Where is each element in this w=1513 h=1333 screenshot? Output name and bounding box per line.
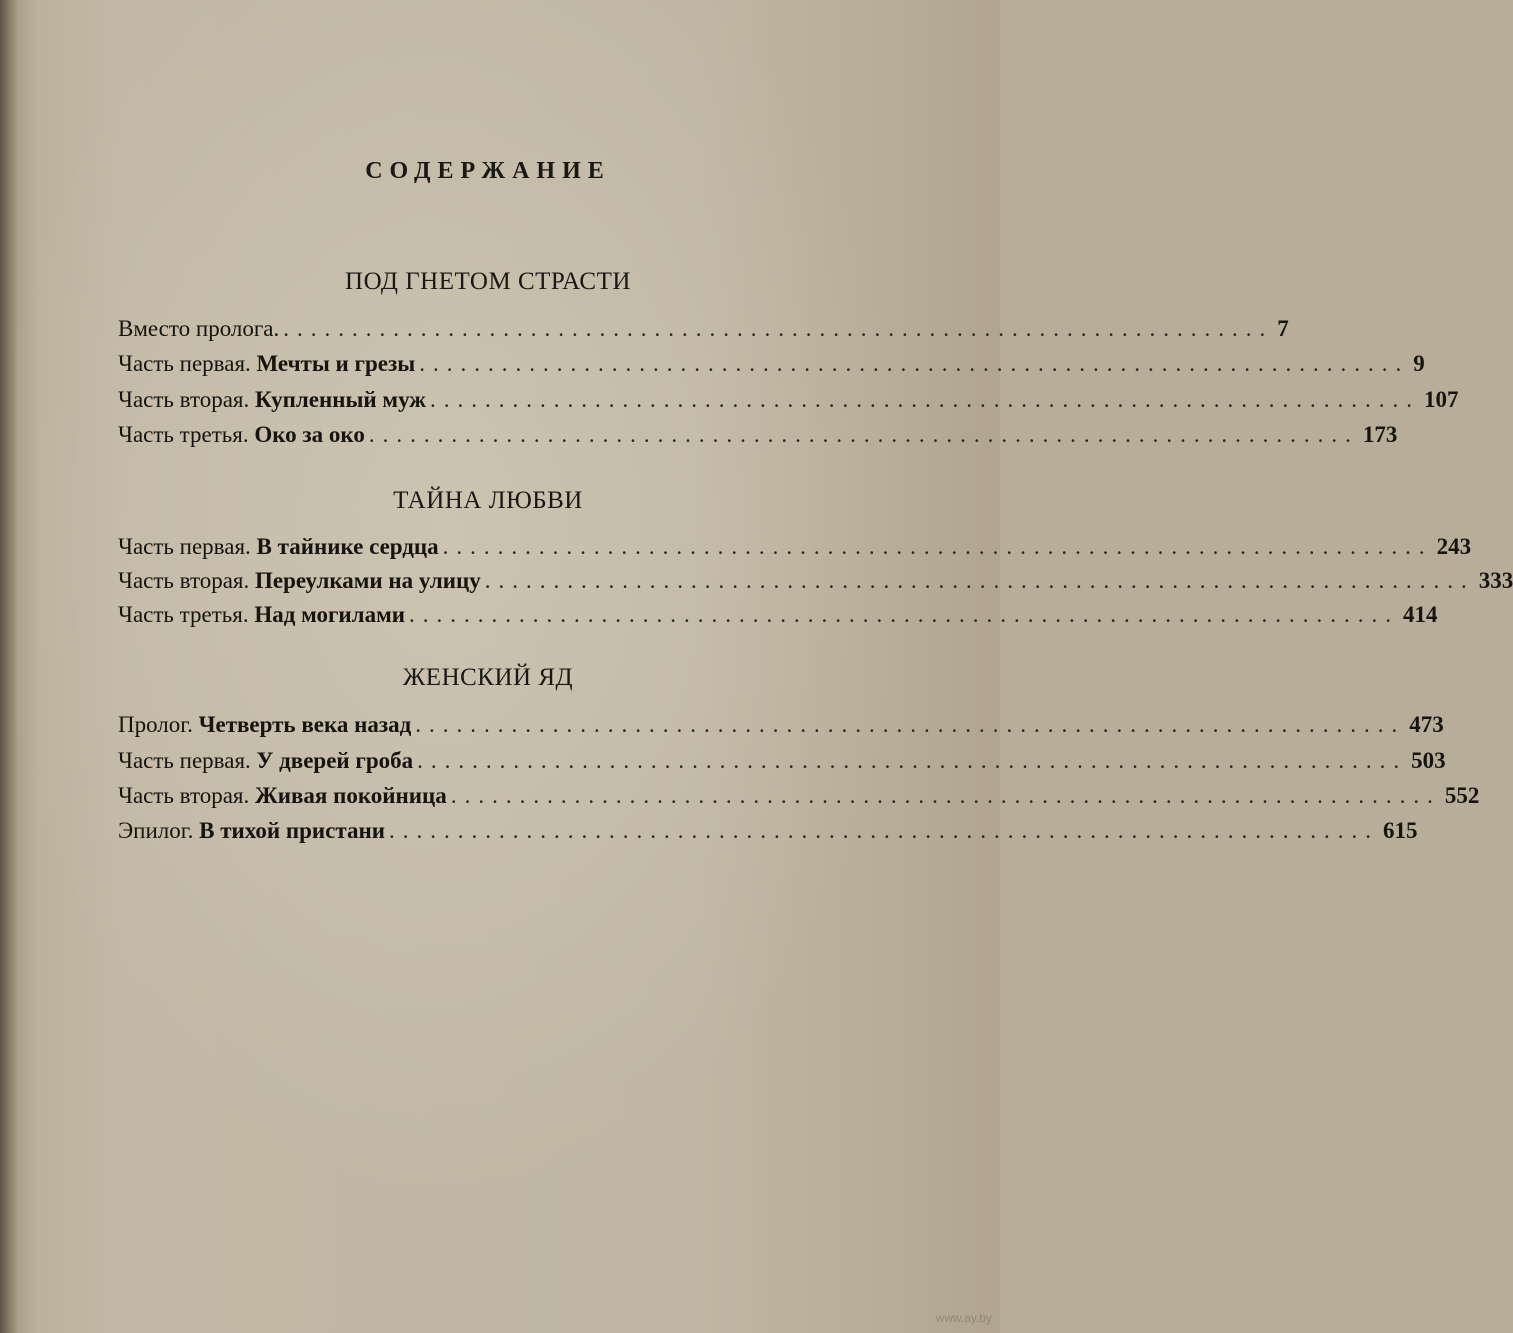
toc-entry-name: В тайнике сердца [256,534,439,559]
section-title-3: ЖЕНСКИЙ ЯД [402,664,574,691]
toc-entry-page: 107 [1423,387,1459,412]
toc-entry-page: 7 [1277,316,1289,341]
page-gutter-shadow [0,0,18,1333]
toc-entry-page: 173 [1362,422,1398,447]
toc-entry-name: Око за око [254,422,365,447]
toc-entry-prefix: Часть первая. [118,534,251,559]
toc-entry-prefix: Часть вторая. [118,783,250,808]
page-title: СОДЕРЖАНИЕ [365,158,611,184]
toc-entry-page: 414 [1403,602,1438,627]
dot-leader: ........................................................................ [388,818,1379,843]
toc-entry-name: Мечты и грезы [256,351,416,376]
toc-entry-name: У дверей гроба [256,748,414,773]
toc-entry-prefix: Часть третья. [118,422,249,447]
toc-entry [118,316,1289,348]
toc-entry-prefix: Часть третья. [118,602,249,627]
toc-entry-page: 333 [1478,568,1513,593]
section-title-1: ПОД ГНЕТОМ СТРАСТИ [345,268,631,295]
dot-leader: ........................................................................ [484,568,1475,593]
toc-entry-prefix: Часть вторая. [118,387,250,412]
toc-entry-name: Над могилами [254,602,405,627]
dot-leader: ........................................................................ [415,712,1406,737]
site-watermark: www.ay.by [935,1311,992,1325]
toc-entry [118,602,1438,634]
toc-entry-page: 473 [1409,712,1444,737]
section-title-2: ТАЙНА ЛЮБВИ [393,487,583,514]
dot-leader: ........................................................................ [409,602,1399,627]
dot-leader: ........................................................................ [429,387,1420,412]
toc-entry-name: Четверть века назад [198,712,412,737]
toc-entry-prefix: Часть первая. [118,748,251,773]
toc-entry [118,818,1418,850]
toc-entry [118,351,1425,383]
toc-entry-name: Купленный муж [254,387,426,412]
dot-leader: ........................................................................ [417,748,1408,773]
toc-entry [118,422,1398,454]
dot-leader: ........................................................................ [450,783,1441,808]
toc-entry-prefix: Пролог. [118,712,193,737]
toc-entry [118,568,1513,600]
toc-entry-page: 503 [1411,748,1446,773]
toc-entry-page: 9 [1413,351,1425,376]
toc-entry-prefix: Часть первая. [118,351,251,376]
dot-leader: ........................................................................ [442,534,1433,559]
toc-entry-prefix: Эпилог. [118,818,194,843]
toc-entry-name: В тихой пристани [199,818,385,843]
toc-entry-prefix: Часть вторая. [118,568,250,593]
dot-leader: ........................................................................ [283,316,1274,341]
toc-entry [118,387,1459,419]
toc-entry-name: Переулками на улицу [254,568,481,593]
toc-entry [118,748,1446,780]
toc-entry-page: 615 [1382,818,1418,843]
dot-leader: ........................................................................ [419,351,1410,376]
toc-entry-name: Живая покойница [254,783,447,808]
dot-leader: ........................................................................ [368,422,1359,447]
toc-entry [118,712,1444,744]
toc-entry [118,534,1472,566]
table-of-contents [118,0,1513,900]
toc-entry-prefix: Вместо пролога. [118,316,280,341]
toc-entry-page: 243 [1436,534,1472,559]
toc-entry [118,783,1480,815]
toc-entry-page: 552 [1444,783,1480,808]
